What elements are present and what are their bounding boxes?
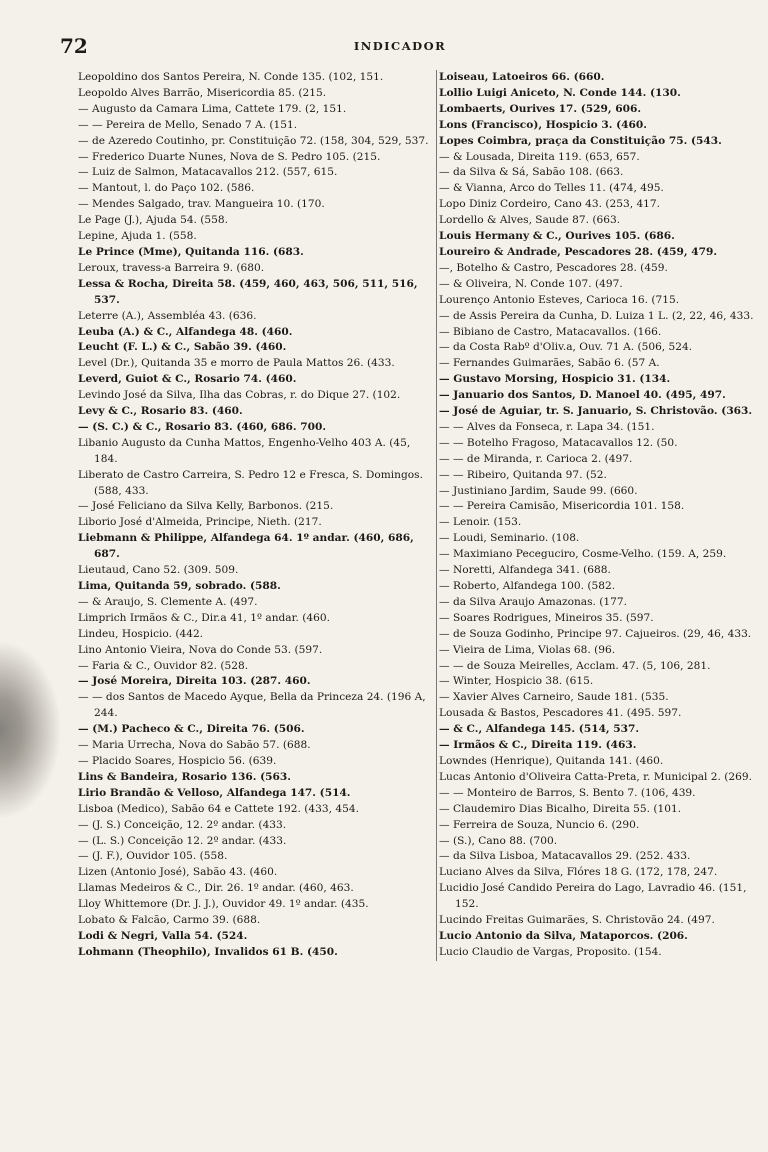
right-column-entry: Lollio Luigi Aniceto, N. Conde 144. (130. [439,86,681,99]
right-column-entry: — Xavier Alves Carneiro, Saude 181. (535. [439,691,669,704]
right-column-entry: — Justiniano Jardim, Saude 99. (660. [439,484,638,497]
left-column-entry: — (S. C.) & C., Rosario 83. (460, 686. 700. [78,420,327,433]
right-column-entry: Lucio Antonio da Silva, Mataporcos. (206. [439,929,688,942]
binding-shadow [0,640,62,820]
left-column-entry: Leterre (A.), Assembléa 43. (636. [78,309,257,322]
page-number: 72 [60,34,88,58]
left-column-entry: Leucht (F. L.) & C., Sabão 39. (460. [78,341,287,354]
left-column-entry: — de Azeredo Coutinho, pr. Constituição 72. (158, 304, 529, 537. [78,134,429,147]
right-column-entry: — & C., Alfandega 145. (514, 537. [439,723,640,736]
left-column-entry: Lima, Quitanda 59, sobrado. (588. [78,580,281,592]
left-column-entry: Limprich Irmãos & C., Dir.a 41, 1º andar. (460. [78,611,330,624]
left-column-entry: — Augusto da Camara Lima, Cattete 179. (2, 151. [78,102,347,115]
left-column-entry: — Luiz de Salmon, Matacavallos 212. (557, 615. [78,166,338,179]
right-column-entry: — José de Aguiar, tr. S. Januario, S. Christovão. (363. [439,405,753,418]
left-column-entry: Lohmann (Theophilo), Invalidos 61 B. (450. [78,945,338,958]
right-column-entry: — Fernandes Guimarães, Sabão 6. (57 A. [439,357,660,370]
left-column [78,70,432,961]
left-column-entry: Lieutaud, Cano 52. (309. 509. [78,564,239,577]
right-column-entry: — Noretti, Alfandega 341. (688. [439,564,611,577]
right-column-entry: — Soares Rodrigues, Mineiros 35. (597. [439,611,654,624]
right-column-entry: — de Assis Pereira da Cunha, D. Luiza 1 L. (2, 22, 46, 433. [439,309,754,322]
left-column-entry: — Placido Soares, Hospicio 56. (639. [78,754,277,767]
right-column-entry: — Lenoir. (153. [439,516,522,529]
right-column-entry: — — Ribeiro, Quitanda 97. (52. [439,468,607,481]
right-column-entry: — Loudi, Seminario. (108. [439,532,580,545]
left-column-entry: Le Prince (Mme), Quitanda 116. (683. [78,245,304,258]
left-column-entry: Lessa & Rocha, Direita 58. (459, 460, 463, 506, 511, 516, 537. [78,277,418,306]
left-column-entry: Lizen (Antonio José), Sabão 43. (460. [78,866,278,879]
right-column-entry: Loureiro & Andrade, Pescadores 28. (459, 479. [439,245,718,258]
right-column-entry: — — de Miranda, r. Carioca 2. (497. [439,452,633,465]
right-column-entry: —, Botelho & Castro, Pescadores 28. (459. [439,261,668,274]
right-column-entry: — — Monteiro de Barros, S. Bento 7. (106, 439. [439,786,696,799]
right-column-entry: — — Botelho Fragoso, Matacavallos 12. (50. [439,436,678,449]
left-column-entry: — José Feliciano da Silva Kelly, Barbonos. (215. [78,500,334,513]
left-column-entry: Lloy Whittemore (Dr. J. J.), Ouvidor 49. 1º andar. (435. [78,898,369,911]
left-column-entry: Levy & C., Rosario 83. (460. [78,405,243,418]
left-column-entry: Leuba (A.) & C., Alfandega 48. (460. [78,325,293,338]
left-column-entry: — (L. S.) Conceição 12. 2º andar. (433. [78,834,287,847]
right-column-entry: — Bibiano de Castro, Matacavallos. (166. [439,325,662,338]
right-column-entry: — Ferreira de Souza, Nuncio 6. (290. [439,818,640,831]
left-column-entry: Lindeu, Hospicio. (442. [78,627,204,640]
left-column-entry: Lirio Brandão & Velloso, Alfandega 147. (514. [78,786,351,799]
right-column-entry: — Roberto, Alfandega 100. (582. [439,580,616,592]
right-column-entry: Louis Hermany & C., Ourives 105. (686. [439,230,675,243]
right-column-entry: Lopes Coimbra, praça da Constituição 75. (543. [439,134,722,147]
right-column-entry: — da Silva & Sá, Sabão 108. (663. [439,166,624,179]
right-column-entry: Lopo Diniz Cordeiro, Cano 43. (253, 417. [439,198,661,211]
right-column-entry: — da Costa Rabº d'Oliv.a, Ouv. 71 A. (506, 524. [439,341,693,354]
right-column-entry: — da Silva Araujo Amazonas. (177. [439,595,628,608]
right-column-entry: Lombaerts, Ourives 17. (529, 606. [439,102,642,115]
left-column-entry: Lino Antonio Vieira, Nova do Conde 53. (597. [78,643,323,656]
left-column-entry: Leopoldino dos Santos Pereira, N. Conde 135. (102, 151. [78,71,384,83]
left-column-entry: Lisboa (Medico), Sabão 64 e Cattete 192. (433, 454. [78,802,359,815]
left-column-entry: Libanio Augusto da Cunha Mattos, Engenho-Velho 403 A. (45, 184. [78,436,411,465]
left-column-entry: Lodi & Negri, Valla 54. (524. [78,929,248,942]
left-column-entry: — José Moreira, Direita 103. (287. 460. [78,675,311,688]
left-column-entry: Leroux, travess-a Barreira 9. (680. [78,261,265,274]
left-column-entry: Leverd, Guiot & C., Rosario 74. (460. [78,373,297,386]
left-column-entry: — (J. S.) Conceição, 12. 2º andar. (433. [78,818,287,831]
left-column-entry: Liebmann & Philippe, Alfandega 64. 1º andar. (460, 686, 687. [78,532,414,561]
left-column-entry: — Mantout, l. do Paço 102. (586. [78,182,255,195]
right-column-entry: — de Souza Godinho, Principe 97. Cajueiros. (29, 46, 433. [439,627,752,640]
right-column-entry: — Irmãos & C., Direita 119. (463. [439,739,637,752]
left-column-entry: Llamas Medeiros & C., Dir. 26. 1º andar. (460, 463. [78,882,354,895]
right-column-entry: Lowndes (Henrique), Quitanda 141. (460. [439,754,664,767]
right-column-entry: — Vieira de Lima, Violas 68. (96. [439,643,616,656]
right-column [436,70,757,961]
left-column-entry: Leopoldo Alves Barrão, Misericordia 85. (215. [78,86,327,99]
right-column-entry: Lons (Francisco), Hospicio 3. (460. [439,118,647,131]
left-column-entry: Lepine, Ajuda 1. (558. [78,230,197,243]
left-column-entry: Liberato de Castro Carreira, S. Pedro 12 e Fresca, S. Domingos. (588, 433. [78,468,423,497]
left-column-entry: — Frederico Duarte Nunes, Nova de S. Pedro 105. (215. [78,150,381,163]
right-column-entry: Lousada & Bastos, Pescadores 41. (495. 597. [439,707,682,720]
right-column-entry: — Maximiano Peceguciro, Cosme-Velho. (159. A, 259. [439,548,727,561]
right-column-entry: Lucio Claudio de Vargas, Proposito. (154. [439,945,662,958]
left-column-entry: Level (Dr.), Quitanda 35 e morro de Paula Mattos 26. (433. [78,357,395,370]
right-column-entry: — & Oliveira, N. Conde 107. (497. [439,277,623,290]
left-column-entry: — Faria & C., Ouvidor 82. (528. [78,659,249,672]
running-title: INDICADOR [353,39,447,53]
left-column-entry: — (J. F.), Ouvidor 105. (558. [78,850,228,863]
right-column-entry: — Januario dos Santos, D. Manoel 40. (495, 497. [439,389,726,402]
left-column-entry: — Maria Urrecha, Nova do Sabão 57. (688. [78,739,311,752]
right-column-entry: — Winter, Hospicio 38. (615. [439,675,594,688]
left-column-entry: Lobato & Falcão, Carmo 39. (688. [78,914,261,927]
right-column-entry: — — de Souza Meirelles, Acclam. 47. (5, 106, 281. [439,659,711,672]
right-column-entry: Luciano Alves da Silva, Flóres 18 G. (172, 178, 247. [439,866,718,879]
right-column-entry: — — Alves da Fonseca, r. Lapa 34. (151. [439,420,655,433]
left-column-entry: — — Pereira de Mello, Senado 7 A. (151. [78,118,298,131]
right-column-entry: Lucidio José Candido Pereira do Lago, Lavradio 46. (151, 152. [439,882,747,911]
left-column-entry: Le Page (J.), Ajuda 54. (558. [78,214,229,227]
right-column-entry: — (S.), Cano 88. (700. [439,834,558,847]
right-column-entry: — da Silva Lisboa, Matacavallos 29. (252. 433. [439,850,691,863]
left-column-entry: — — dos Santos de Macedo Ayque, Bella da Princeza 24. (196 A, 244. [78,691,426,720]
left-column-entry: — (M.) Pacheco & C., Direita 76. (506. [78,723,305,736]
left-column-entry: — Mendes Salgado, trav. Mangueira 10. (170. [78,198,325,211]
right-column-entry: — & Lousada, Direita 119. (653, 657. [439,150,640,163]
page-header [60,34,740,58]
directory-columns [78,70,760,1140]
right-column-entry: Lordello & Alves, Saude 87. (663. [439,214,621,227]
left-column-entry: — & Araujo, S. Clemente A. (497. [78,595,258,608]
right-column-entry: — & Vianna, Arco do Telles 11. (474, 495. [439,182,664,195]
left-column-entry: Liborio José d'Almeida, Principe, Nieth. (217. [78,516,322,529]
right-column-entry: Lourenço Antonio Esteves, Carioca 16. (715. [439,293,680,306]
right-column-entry: — Gustavo Morsing, Hospicio 31. (134. [439,373,671,386]
right-column-entry: Lucindo Freitas Guimarães, S. Christovão 24. (497. [439,914,715,927]
right-column-entry: — Claudemiro Dias Bicalho, Direita 55. (101. [439,802,682,815]
left-column-entry: Levindo José da Silva, Ilha das Cobras, r. do Dique 27. (102. [78,389,401,402]
right-column-entry: Lucas Antonio d'Oliveira Catta-Preta, r. Municipal 2. (269. [439,770,753,783]
right-column-entry: — — Pereira Camisão, Misericordia 101. 158. [439,500,685,513]
left-column-entry: Lins & Bandeira, Rosario 136. (563. [78,770,291,783]
right-column-entry: Loiseau, Latoeiros 66. (660. [439,71,605,83]
